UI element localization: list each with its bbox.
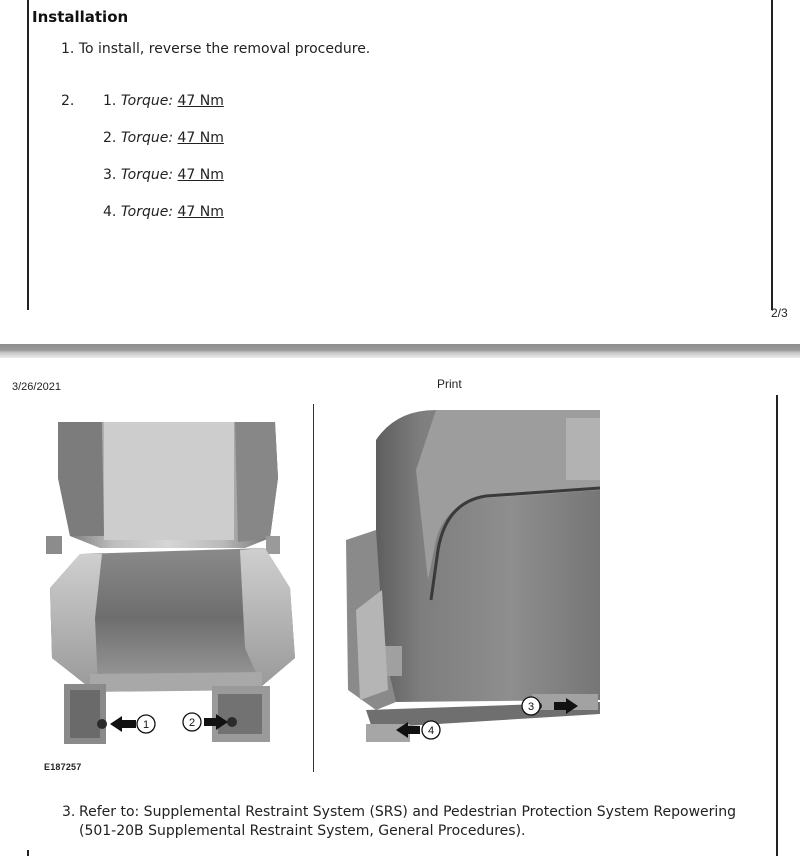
torque-label: Torque: [120,204,174,220]
substep-number: 4. [103,204,117,220]
callout-1: 1 [142,719,150,731]
step-2-number: 2. [61,93,75,109]
page-border-right [771,0,773,310]
page-border-left [27,850,29,856]
page-border-left [27,0,29,310]
torque-label: Torque: [120,93,174,109]
substep-4 [103,204,224,220]
page-border-right [776,395,778,856]
substep-number: 1. [103,93,117,109]
substep-3 [103,167,224,183]
step-text: Refer to: Supplemental Restraint System (SRS) and Pedestrian Protection System Repowering (501-20B Supplemental Restraint System, General Procedures). [79,804,737,839]
substep-2 [103,130,224,146]
step-number: 3. [62,804,76,820]
torque-value-link[interactable]: 47 Nm [177,204,224,220]
callout-3: 3 [527,701,535,713]
print-date: 3/26/2021 [12,381,61,393]
substep-number: 2. [103,130,117,146]
step-3 [62,803,762,841]
step-1 [61,41,370,57]
seat-front-illustration [40,418,302,748]
step-number: 1. [61,41,75,57]
figure-id: E187257 [44,762,82,772]
torque-value-link[interactable]: 47 Nm [177,93,224,109]
substep-1 [103,93,224,109]
callout-4: 4 [427,725,435,737]
seat-rear-illustration [336,410,602,755]
callout-2: 2 [188,717,196,729]
print-title: Print [437,377,462,391]
page-number: 2/3 [771,306,788,320]
torque-value-link[interactable]: 47 Nm [177,130,224,146]
figure-divider [313,404,314,772]
torque-label: Torque: [120,167,174,183]
step-text: To install, reverse the removal procedure. [78,41,371,57]
torque-label: Torque: [120,130,174,146]
page-divider [0,344,800,358]
substep-number: 3. [103,167,117,183]
section-heading: Installation [32,8,129,26]
torque-value-link[interactable]: 47 Nm [177,167,224,183]
